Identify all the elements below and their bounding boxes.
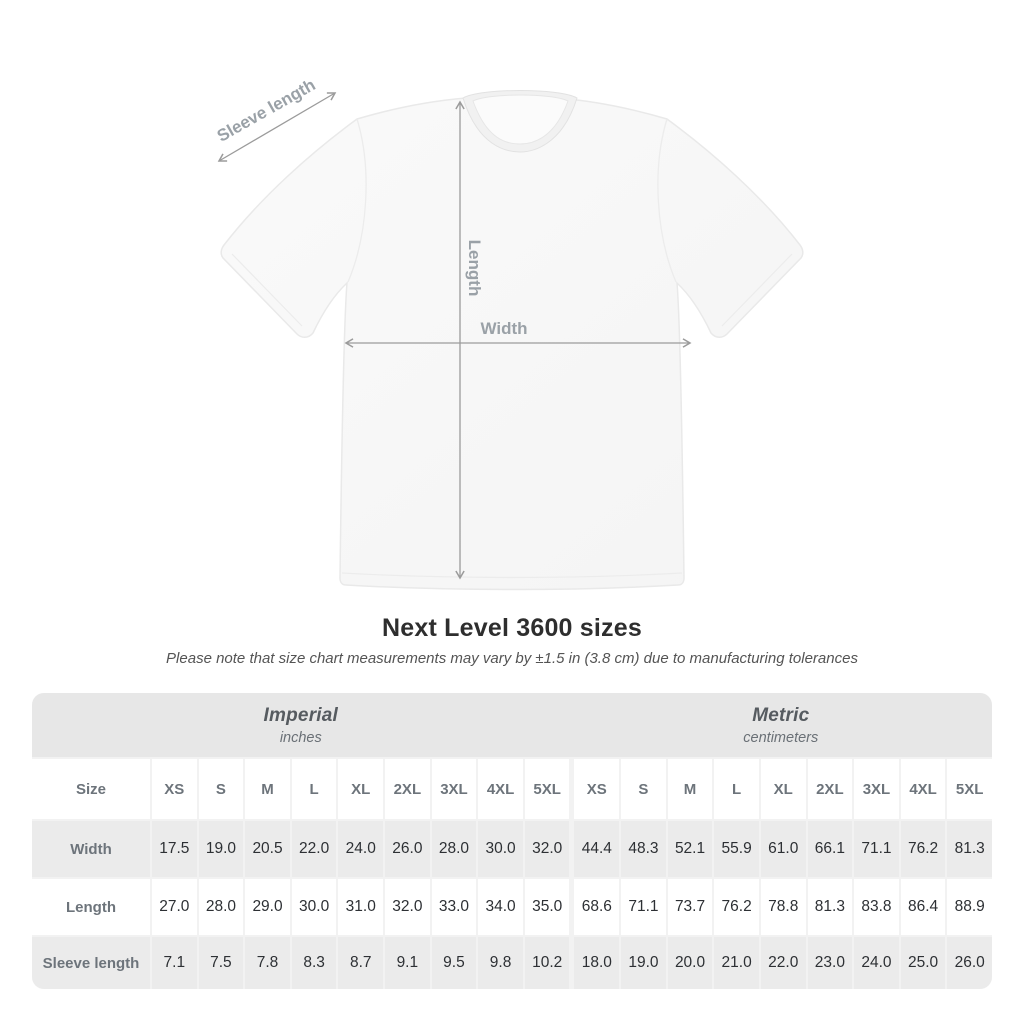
value-cell-imperial: 33.0: [432, 879, 477, 935]
value-cell-metric: 18.0: [574, 937, 619, 989]
size-header-cell-imperial: 5XL: [525, 759, 570, 819]
value-cell-imperial: 8.3: [292, 937, 337, 989]
value-cell-imperial: 26.0: [385, 821, 430, 877]
sleeve-length-arrow: [214, 75, 335, 161]
value-cell-metric: 81.3: [947, 821, 992, 877]
value-cell-imperial: 28.0: [199, 879, 244, 935]
value-cell-imperial: 10.2: [525, 937, 570, 989]
value-cell-metric: 66.1: [808, 821, 853, 877]
size-header-cell-imperial: 3XL: [432, 759, 477, 819]
value-cell-metric: 71.1: [854, 821, 899, 877]
width-label: Width: [480, 319, 528, 338]
value-cell-imperial: 7.8: [245, 937, 290, 989]
value-cell-imperial: 35.0: [525, 879, 570, 935]
value-cell-imperial: 17.5: [152, 821, 197, 877]
value-cell-metric: 76.2: [714, 879, 759, 935]
value-cell-metric: 81.3: [808, 879, 853, 935]
row-label-cell: Sleeve length: [32, 937, 150, 989]
page-title: Next Level 3600 sizes: [382, 614, 642, 642]
size-column-header: Size: [32, 759, 150, 819]
size-header-cell-metric: 3XL: [854, 759, 899, 819]
value-cell-metric: 86.4: [901, 879, 946, 935]
value-cell-imperial: 20.5: [245, 821, 290, 877]
value-cell-metric: 61.0: [761, 821, 806, 877]
value-cell-metric: 48.3: [621, 821, 666, 877]
value-cell-metric: 26.0: [947, 937, 992, 989]
metric-title: Metric: [752, 704, 810, 726]
size-table: [32, 693, 992, 989]
size-header-cell-metric: XS: [574, 759, 619, 819]
value-cell-imperial: 8.7: [338, 937, 383, 989]
value-cell-metric: 73.7: [668, 879, 713, 935]
value-cell-metric: 19.0: [621, 937, 666, 989]
size-header-cell-metric: M: [668, 759, 713, 819]
size-header-cell-imperial: L: [292, 759, 337, 819]
imperial-title: Imperial: [263, 704, 339, 726]
value-cell-metric: 88.9: [947, 879, 992, 935]
tshirt-outline: [221, 91, 803, 590]
value-cell-metric: 22.0: [761, 937, 806, 989]
value-cell-metric: 20.0: [668, 937, 713, 989]
imperial-subtitle: inches: [279, 729, 322, 746]
size-header-cell-metric: L: [714, 759, 759, 819]
section-divider: [571, 821, 572, 877]
size-header-cell-imperial: M: [245, 759, 290, 819]
value-cell-imperial: 34.0: [478, 879, 523, 935]
value-cell-imperial: 19.0: [199, 821, 244, 877]
value-cell-imperial: 24.0: [338, 821, 383, 877]
imperial-header: [32, 705, 570, 746]
value-cell-metric: 21.0: [714, 937, 759, 989]
size-header-cell-imperial: XS: [152, 759, 197, 819]
value-cell-imperial: 29.0: [245, 879, 290, 935]
value-cell-metric: 68.6: [574, 879, 619, 935]
value-cell-metric: 55.9: [714, 821, 759, 877]
section-divider: [571, 937, 572, 989]
section-divider: [571, 759, 572, 819]
value-cell-metric: 25.0: [901, 937, 946, 989]
value-cell-imperial: 9.5: [432, 937, 477, 989]
value-cell-metric: 44.4: [574, 821, 619, 877]
value-cell-metric: 23.0: [808, 937, 853, 989]
metric-subtitle: centimeters: [743, 729, 819, 746]
value-cell-metric: 83.8: [854, 879, 899, 935]
size-header-cell-imperial: S: [199, 759, 244, 819]
tolerance-note: Please note that size chart measurements may vary by ±1.5 in (3.8 cm) due to manufacturing tolerances: [166, 650, 858, 667]
value-cell-imperial: 9.1: [385, 937, 430, 989]
value-cell-imperial: 22.0: [292, 821, 337, 877]
metric-header: [570, 705, 992, 746]
size-header-cell-imperial: XL: [338, 759, 383, 819]
value-cell-metric: 52.1: [668, 821, 713, 877]
value-cell-metric: 24.0: [854, 937, 899, 989]
value-cell-metric: 71.1: [621, 879, 666, 935]
value-cell-imperial: 30.0: [292, 879, 337, 935]
value-cell-imperial: 31.0: [338, 879, 383, 935]
value-cell-imperial: 28.0: [432, 821, 477, 877]
section-divider: [571, 879, 572, 935]
row-label-cell: Width: [32, 821, 150, 877]
size-header-cell-metric: XL: [761, 759, 806, 819]
unit-header-band: [32, 693, 992, 757]
sleeve-length-label: Sleeve length: [213, 75, 319, 146]
size-header-cell-metric: 2XL: [808, 759, 853, 819]
length-label: Length: [465, 239, 484, 297]
value-cell-imperial: 32.0: [385, 879, 430, 935]
value-cell-imperial: 30.0: [478, 821, 523, 877]
size-header-cell-metric: S: [621, 759, 666, 819]
size-header-cell-imperial: 2XL: [385, 759, 430, 819]
row-label-cell: Length: [32, 879, 150, 935]
value-cell-metric: 78.8: [761, 879, 806, 935]
value-cell-imperial: 9.8: [478, 937, 523, 989]
size-header-cell-metric: 5XL: [947, 759, 992, 819]
value-cell-imperial: 7.1: [152, 937, 197, 989]
size-header-cell-metric: 4XL: [901, 759, 946, 819]
value-cell-imperial: 32.0: [525, 821, 570, 877]
value-cell-metric: 76.2: [901, 821, 946, 877]
size-header-cell-imperial: 4XL: [478, 759, 523, 819]
value-cell-imperial: 27.0: [152, 879, 197, 935]
value-cell-imperial: 7.5: [199, 937, 244, 989]
